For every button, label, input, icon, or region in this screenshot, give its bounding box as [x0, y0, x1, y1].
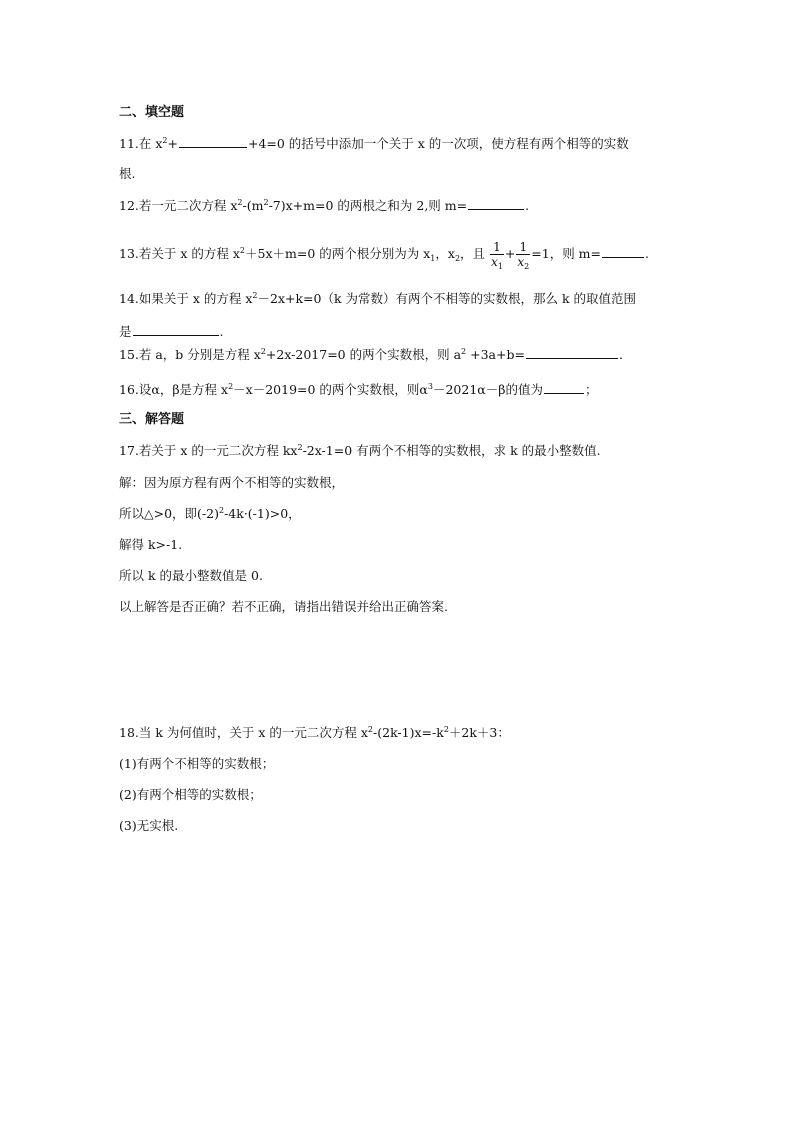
fraction-one-over-x1: $\frac{1}{x_1}$	[491, 240, 503, 271]
answer-blank[interactable]	[602, 244, 644, 258]
answer-blank[interactable]	[544, 380, 584, 394]
answer-blank[interactable]	[468, 196, 524, 210]
question-15: 15.若 a，b 分别是方程 $x^2+2x-2017=0$ 的两个实数根，则 $a^2 +3a+b=$ .	[119, 347, 623, 362]
section-title-solve: 三、解答题	[119, 412, 185, 427]
question-17-solution-line: 解得 k>-1.	[119, 537, 183, 552]
question-14: 14.如果关于 x 的方程 $x^2-2x+k=0(k$ 为常数）有两个不相等的实数根，那么 k 的取值范围	[119, 291, 637, 306]
question-11: 11.在 $x^2+ +4=0$ 的括号中添加一个关于 x 的一次项，使方程有两个相等的实数	[119, 136, 629, 151]
question-18-item-3: (3)无实根.	[119, 818, 179, 833]
question-17-solution-line: 解：因为原方程有两个不相等的实数根，	[119, 475, 345, 490]
question-17: 17.若关于 x 的一元二次方程 $kx^2-2x-1=0$ 有两个不相等的实数根，求 k 的最小整数值.	[119, 443, 601, 458]
question-16: 16.设α，β是方程 $x^2-x-2019=0$ 的两个实数根，则$\alpha^3-2021\alpha-\beta$的值为 ；	[119, 382, 598, 397]
question-12: 12.若一元二次方程 $x^2-(m^2-7)x+m=0$ 的两根之和为 2,则 m= .	[119, 198, 530, 213]
question-11-continued: 根.	[119, 166, 136, 181]
question-14-continued: 是 .	[119, 324, 224, 339]
answer-blank[interactable]	[133, 322, 219, 336]
question-17-prompt: 以上解答是否正确？若不正确，请指出错误并给出正确答案.	[119, 599, 448, 614]
fraction-one-over-x2: $\frac{1}{x_2}$	[517, 240, 530, 271]
answer-blank[interactable]	[179, 134, 247, 148]
answer-blank[interactable]	[526, 345, 618, 359]
question-13: 13.若关于 x 的方程 $x^2+5x+m=0$ 的两个根分别为为 $x_1$，$x_2$，且 $\frac{1}{x_1}$ + $\frac{1}{x_2}$ =1，则 m= .	[119, 240, 649, 271]
question-18-item-2: (2)有两个相等的实数根；	[119, 787, 262, 802]
question-17-solution-line: 所以 k 的最小整数值是 0.	[119, 568, 263, 583]
question-18-item-1: (1)有两个不相等的实数根；	[119, 756, 275, 771]
question-17-solution-line: 所以△>0，即$(-2)^2-4k\cdot(-1)>0$，	[119, 506, 301, 521]
section-title-fill-in: 二、填空题	[119, 105, 185, 120]
question-18: 18.当 k 为何值时，关于 x 的一元二次方程 $x^2-(2k-1)x=-k^2+2k+3$：	[119, 725, 510, 740]
